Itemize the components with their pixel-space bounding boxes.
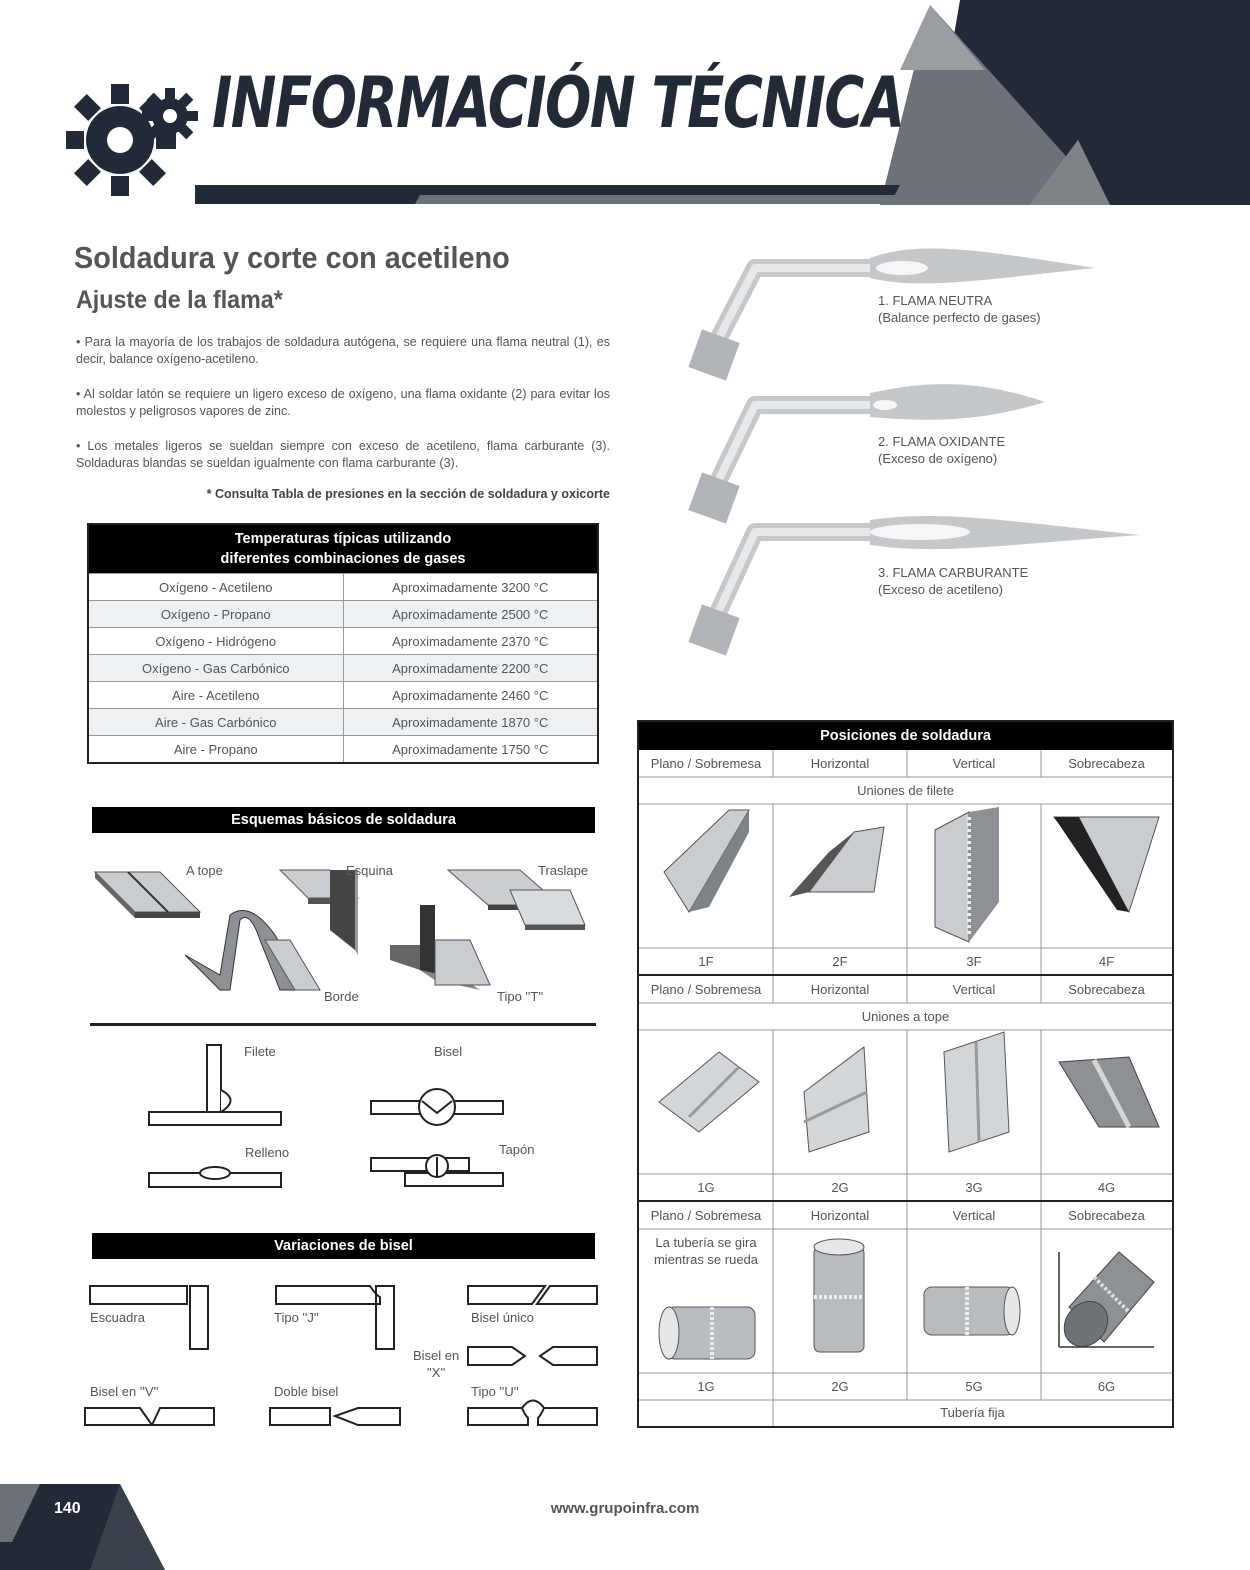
butt-1g-picture bbox=[659, 1052, 759, 1132]
bevel-escuadra-label: Escuadra bbox=[90, 1310, 145, 1325]
joint-a-tope-label: A tope bbox=[186, 863, 223, 878]
col-header-overhead: Sobrecabeza bbox=[1068, 982, 1145, 997]
weld-symbols-illustration bbox=[140, 1040, 520, 1190]
col-header-overhead: Sobrecabeza bbox=[1068, 1208, 1145, 1223]
footer-decoration bbox=[0, 1482, 170, 1570]
pressure-table-note: * Consulta Tabla de presiones en la sección de soldadura y oxicorte bbox=[206, 487, 610, 501]
code-pipe-1g: 1G bbox=[697, 1379, 715, 1394]
flame-3-label: 3. FLAMA CARBURANTE (Exceso de acetileno) bbox=[878, 565, 1029, 597]
page-title: INFORMACIÓN TÉCNICA bbox=[212, 62, 904, 144]
table-row: Aire - Propano Aproximadamente 1750 °C bbox=[88, 736, 598, 764]
butt-4g-picture bbox=[1059, 1057, 1159, 1127]
positions-title: Posiciones de soldadura bbox=[639, 722, 1172, 750]
page-number: 140 bbox=[54, 1500, 81, 1517]
pipe-6g-picture bbox=[1055, 1252, 1154, 1355]
col-header-flat: Plano / Sobremesa bbox=[650, 1208, 762, 1223]
flame-2-label: 2. FLAMA OXIDANTE (Exceso de oxígeno) bbox=[878, 434, 1006, 466]
table-row: Oxígeno - Acetileno Aproximadamente 3200 °C bbox=[88, 574, 598, 601]
col-header-horizontal: Horizontal bbox=[810, 1208, 870, 1223]
code-4f: 4F bbox=[1098, 954, 1115, 969]
col-header-vertical: Vertical bbox=[952, 982, 996, 997]
pipe-5g-picture bbox=[924, 1287, 1020, 1335]
fillet-joints-label: Uniones de filete bbox=[857, 783, 954, 798]
pipe-1g-picture bbox=[659, 1307, 755, 1359]
table-row: Oxígeno - Propano Aproximadamente 2500 °C bbox=[88, 601, 598, 628]
col-header-overhead: Sobrecabeza bbox=[1068, 756, 1145, 771]
butt-joints-label: Uniones a tope bbox=[861, 1009, 950, 1024]
schemes-title: Esquemas básicos de soldadura bbox=[92, 807, 595, 833]
bevels-title: Variaciones de bisel bbox=[92, 1233, 595, 1259]
col-header-horizontal: Horizontal bbox=[810, 756, 870, 771]
code-pipe-5g: 5G bbox=[965, 1379, 983, 1394]
positions-grid-lines bbox=[639, 722, 1172, 1426]
code-1f: 1F bbox=[698, 954, 714, 969]
weld-tapon-label: Tapón bbox=[499, 1142, 535, 1157]
gears-icon bbox=[66, 78, 201, 196]
joint-esquina-label: Esquina bbox=[346, 863, 393, 878]
table-row: Aire - Acetileno Aproximadamente 2460 °C bbox=[88, 682, 598, 709]
paragraph-neutral: • Para la mayoría de los trabajos de soldadura autógena, se requiere una flama neutral (1), es decir, balance oxígeno-acetileno. bbox=[76, 335, 610, 366]
fillet-3f-picture bbox=[935, 807, 999, 942]
joint-types-illustration bbox=[90, 860, 600, 1010]
joint-borde-label: Borde bbox=[324, 989, 359, 1004]
code-1g: 1G bbox=[697, 1180, 715, 1195]
code-2f: 2F bbox=[832, 954, 848, 969]
code-3g: 3G bbox=[965, 1180, 983, 1195]
code-3f: 3F bbox=[966, 954, 982, 969]
paragraph-oxidizing: • Al soldar latón se requiere un ligero exceso de oxígeno, una flama oxidante (2) para evitar los molestos y peligrosos vapores de zinc. bbox=[76, 387, 610, 418]
weld-filete-label: Filete bbox=[244, 1044, 276, 1059]
paragraph-carburizing: • Los metales ligeros se sueldan siempre con exceso de acetileno, flama carburante (3). Soldaduras blandas se sueldan igualmente con flama carburante (3). bbox=[76, 439, 610, 470]
pipe-rotated-note: La tubería se gira mientras se rueda bbox=[653, 1235, 759, 1267]
code-pipe-2g: 2G bbox=[831, 1379, 849, 1394]
table-row: Oxígeno - Gas Carbónico Aproximadamente 2200 °C bbox=[88, 655, 598, 682]
butt-3g-picture bbox=[944, 1032, 1009, 1152]
bevel-x-label: Bisel en ''X'' bbox=[413, 1348, 460, 1380]
table-row: Oxígeno - Hidrógeno Aproximadamente 2370 °C bbox=[88, 628, 598, 655]
butt-2g-picture bbox=[804, 1047, 869, 1152]
section-divider bbox=[90, 1023, 596, 1026]
section-title: Soldadura y corte con acetileno bbox=[74, 240, 510, 275]
bevel-tipo-u-label: Tipo ''U'' bbox=[471, 1384, 519, 1399]
table-row: Aire - Gas Carbónico Aproximadamente 1870 °C bbox=[88, 709, 598, 736]
col-header-vertical: Vertical bbox=[952, 756, 996, 771]
section-subtitle: Ajuste de la flama* bbox=[76, 286, 283, 314]
pipe-2g-picture bbox=[814, 1239, 864, 1352]
joint-traslape-label: Traslape bbox=[538, 863, 589, 878]
fillet-2f-picture bbox=[789, 827, 884, 897]
col-header-horizontal: Horizontal bbox=[810, 982, 870, 997]
temperature-table-title: Temperaturas típicas utilizando diferentes combinaciones de gases bbox=[88, 524, 598, 574]
fillet-1f-picture bbox=[664, 810, 749, 912]
bevel-unico-label: Bisel único bbox=[471, 1310, 534, 1325]
weld-relleno-label: Relleno bbox=[245, 1145, 290, 1160]
weld-bisel-label: Bisel bbox=[434, 1044, 463, 1059]
col-header-flat: Plano / Sobremesa bbox=[650, 756, 762, 771]
welding-positions-table bbox=[637, 720, 1174, 1428]
col-header-vertical: Vertical bbox=[952, 1208, 996, 1223]
col-header-flat: Plano / Sobremesa bbox=[650, 982, 762, 997]
flame-1-label: 1. FLAMA NEUTRA (Balance perfecto de gases) bbox=[878, 293, 1041, 325]
fixed-pipe-label: Tubería fija bbox=[940, 1405, 1005, 1420]
code-4g: 4G bbox=[1097, 1180, 1116, 1195]
fillet-4f-picture bbox=[1054, 817, 1159, 912]
joint-tipo-t-label: Tipo ''T'' bbox=[497, 989, 544, 1004]
temperature-table bbox=[87, 523, 599, 764]
bevel-types-illustration bbox=[80, 1275, 605, 1435]
code-pipe-6g: 6G bbox=[1097, 1379, 1116, 1394]
bevel-v-label: Bisel en ''V'' bbox=[90, 1384, 159, 1399]
website-link[interactable]: www.grupoinfra.com bbox=[550, 1500, 700, 1517]
bevel-tipo-j-label: Tipo ''J'' bbox=[274, 1310, 319, 1325]
code-2g: 2G bbox=[831, 1180, 849, 1195]
bevel-doble-label: Doble bisel bbox=[274, 1384, 339, 1399]
